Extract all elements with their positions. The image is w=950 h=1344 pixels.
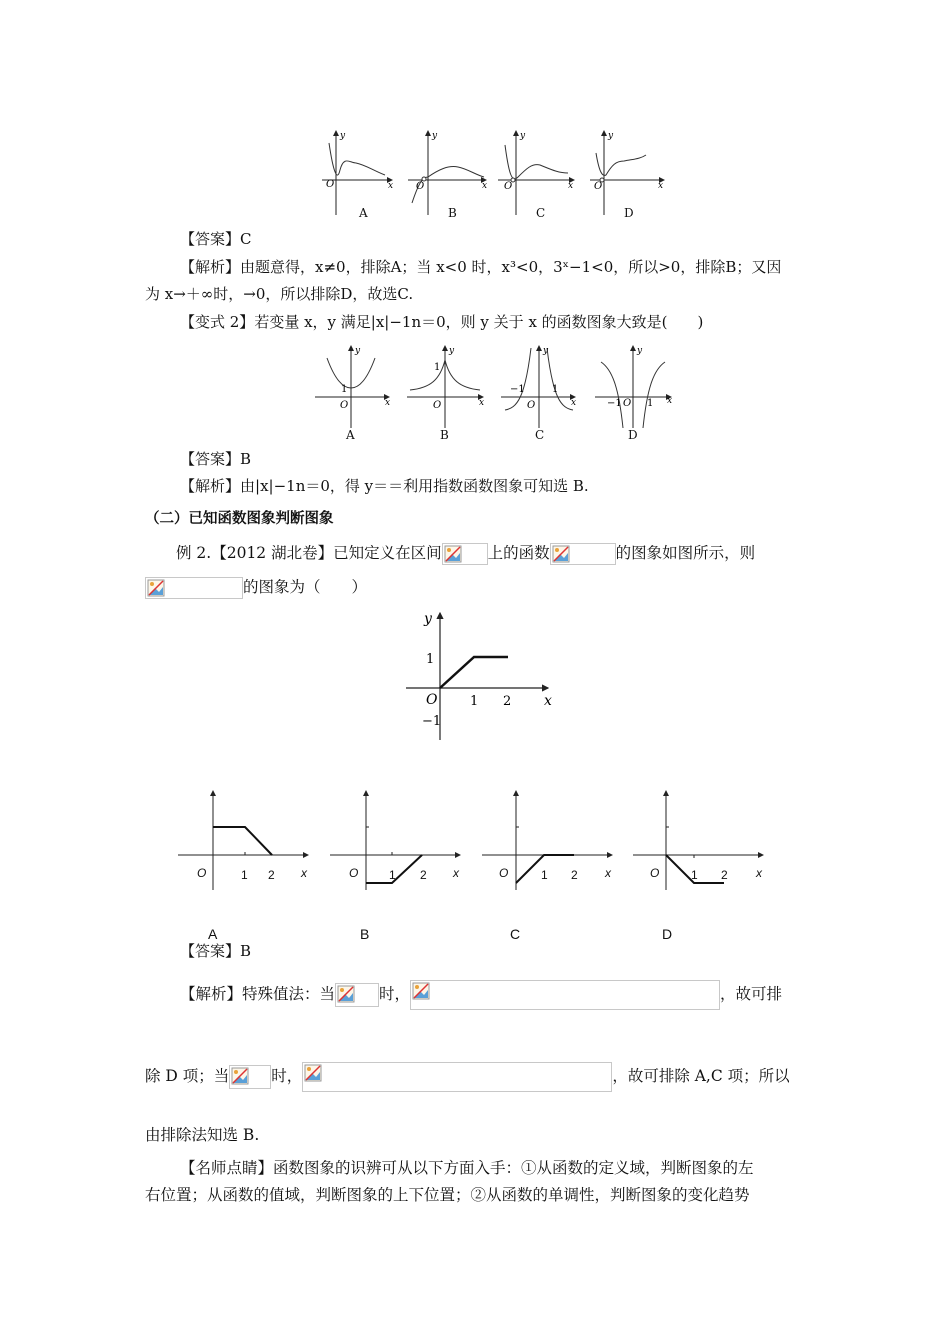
svg-text:O: O <box>340 400 349 411</box>
top-graph-b <box>408 131 487 215</box>
svg-text:1: 1 <box>434 362 441 373</box>
top-label-d: D <box>624 206 634 220</box>
opt-b-x: x <box>453 866 459 880</box>
opt-d-tick1: 1 <box>691 868 698 882</box>
svg-text:O: O <box>504 181 513 192</box>
teacher-note-line-1: 【名师点睛】函数图象的识辨可从以下方面入手：①从函数的定义域，判断图象的左 <box>180 1159 754 1177</box>
broken-image-icon <box>442 543 488 565</box>
answer-3: 【答案】B <box>180 942 252 960</box>
svg-text:x: x <box>658 181 664 191</box>
top-function-graphs <box>300 125 680 225</box>
analysis-1-line-2: 为 x→＋∞时，→0，所以排除D，故选C. <box>145 285 414 303</box>
svg-text:y: y <box>543 346 549 356</box>
opt-a-x: x <box>301 866 307 880</box>
mid-graph-d <box>595 346 672 428</box>
svg-text:x: x <box>482 181 488 191</box>
option-label-b: B <box>360 926 370 942</box>
svg-text:−1: −1 <box>510 384 525 395</box>
analysis-3-line-2: 除 D 项；当 时， ，故可排除 A,C 项；所以 <box>145 1062 790 1092</box>
svg-text:y: y <box>449 346 455 356</box>
mid-label-d: D <box>628 428 638 442</box>
opt-c-origin: O <box>499 866 509 880</box>
opt-c-tick2: 2 <box>571 868 578 882</box>
broken-image-icon <box>550 543 616 565</box>
variant-2: 【变式 2】若变量 x，y 满足|x|−1n＝0，则 y 关于 x 的函数图象大致是( ) <box>180 313 704 331</box>
svg-text:y: y <box>355 346 361 356</box>
opt-d-origin: O <box>650 866 660 880</box>
top-label-a: A <box>359 206 368 220</box>
svg-text:1: 1 <box>647 398 654 409</box>
opt-c-tick1: 1 <box>541 868 548 882</box>
option-label-c: C <box>510 926 521 942</box>
svg-text:y: y <box>608 131 614 141</box>
mid-graph-c <box>501 346 576 428</box>
mid-label-c: C <box>535 428 545 442</box>
svg-text:x: x <box>479 398 485 408</box>
svg-text:x: x <box>667 396 673 406</box>
example-2-line-1: 例 2.【2012 湖北卷】已知定义在区间 上的函数 的图象如图所示，则 <box>176 542 755 565</box>
svg-text:y: y <box>520 131 526 141</box>
svg-text:−1: −1 <box>422 714 442 729</box>
option-graphs <box>170 785 780 895</box>
opt-a-origin: O <box>197 866 207 880</box>
svg-text:O: O <box>433 400 442 411</box>
svg-text:y: y <box>637 346 643 356</box>
example-2-line-2: 的图象为（ ） <box>145 576 367 599</box>
opt-c-x: x <box>605 866 611 880</box>
opt-a-tick2: 2 <box>268 868 275 882</box>
analysis-3-line-3: 由排除法知选 B. <box>145 1126 260 1144</box>
mid-label-a: A <box>346 428 355 442</box>
mid-graph-a <box>315 346 390 428</box>
mid-label-b: B <box>440 428 449 442</box>
svg-text:x: x <box>544 693 552 709</box>
svg-text:1: 1 <box>552 384 559 395</box>
option-label-a: A <box>208 926 218 942</box>
svg-text:O: O <box>527 400 536 411</box>
analysis-2: 【解析】由|x|−1n＝0，得 y＝＝利用指数函数图象可知选 B. <box>180 477 589 495</box>
svg-text:x: x <box>571 398 577 408</box>
broken-image-icon <box>302 1062 612 1092</box>
top-graph-a-origin: O <box>326 179 335 190</box>
svg-text:x: x <box>385 398 391 408</box>
top-graph-c <box>498 131 574 215</box>
option-label-d: D <box>662 926 673 942</box>
svg-text:−1: −1 <box>607 398 622 409</box>
svg-text:O: O <box>426 692 438 708</box>
svg-text:y: y <box>424 611 432 627</box>
broken-image-icon <box>229 1065 271 1089</box>
broken-image-icon <box>145 577 243 599</box>
svg-text:y: y <box>340 131 346 141</box>
svg-text:1: 1 <box>470 694 479 709</box>
broken-image-icon <box>335 983 379 1007</box>
top-graph-d <box>590 131 664 215</box>
svg-text:2: 2 <box>503 694 512 709</box>
analysis-1-line-1: 【解析】由题意得，x≠0，排除A；当 x<0 时，x³<0，3ˣ−1<0，所以>0，排除B；又因 <box>180 258 782 276</box>
analysis-3-line-1: 【解析】特殊值法：当 时， ，故可排 <box>180 980 782 1010</box>
variant-function-graphs <box>305 340 685 435</box>
answer-2: 【答案】B <box>180 450 252 468</box>
opt-d-tick2: 2 <box>721 868 728 882</box>
top-graph-a <box>322 131 393 215</box>
opt-b-origin: O <box>349 866 359 880</box>
svg-text:O: O <box>594 181 603 192</box>
opt-a-tick1: 1 <box>241 868 248 882</box>
svg-text:O: O <box>623 398 632 409</box>
opt-b-tick2: 2 <box>420 868 427 882</box>
mid-graph-b <box>407 346 484 428</box>
section-heading: （二）已知函数图象判断图象 <box>145 511 334 527</box>
main-function-graph <box>398 605 563 745</box>
svg-text:x: x <box>568 181 574 191</box>
svg-text:y: y <box>432 131 438 141</box>
top-label-b: B <box>448 206 457 220</box>
opt-d-x: x <box>756 866 762 880</box>
svg-text:O: O <box>416 181 425 192</box>
answer-1: 【答案】C <box>180 230 252 248</box>
opt-b-tick1: 1 <box>389 868 396 882</box>
svg-text:1: 1 <box>426 652 435 667</box>
broken-image-icon <box>410 980 720 1010</box>
teacher-note-line-2: 右位置；从函数的值域，判断图象的上下位置；②从函数的单调性，判断图象的变化趋势 <box>145 1186 750 1204</box>
top-label-c: C <box>536 206 546 220</box>
svg-text:1: 1 <box>341 384 348 395</box>
svg-text:x: x <box>388 181 394 191</box>
